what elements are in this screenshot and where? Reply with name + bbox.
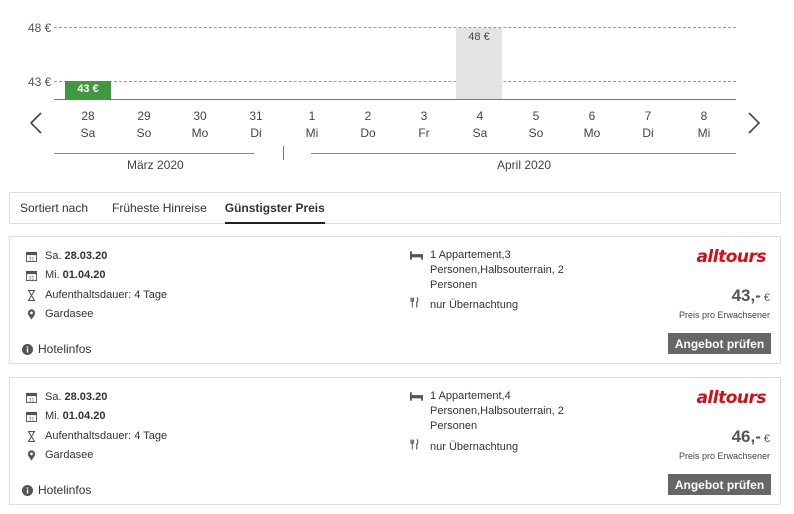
calendar-icon (25, 250, 37, 262)
day-column[interactable]: 3 Fr (418, 109, 430, 140)
departure-date-row: 31 Sa. 28.03.20 (25, 248, 107, 264)
chevron-left-icon (30, 112, 42, 134)
location-text: Gardasee (45, 449, 94, 461)
cutlery-icon (410, 439, 424, 454)
return-date-row: 31 Mi. 01.04.20 (25, 408, 106, 424)
price-calendar-chart (0, 0, 794, 180)
duration-text: Aufenthaltsdauer: 4 Tage (45, 289, 168, 301)
check-offer-button[interactable]: Angebot prüfen (668, 474, 771, 495)
day-column[interactable]: 6 Mo (583, 109, 601, 140)
offer-card (9, 236, 781, 364)
hotel-info-label: Hotelinfos (38, 483, 92, 497)
hotel-info-link[interactable] (22, 483, 91, 497)
day-column[interactable]: 29 So (136, 109, 152, 140)
day-column[interactable]: 28 Sa (80, 109, 96, 140)
operator-logo: alltours (696, 388, 766, 408)
calendar-icon (25, 391, 37, 403)
board-text: nur Übernachtung (430, 298, 519, 311)
month-divider-march (54, 153, 254, 154)
hourglass-icon (25, 289, 37, 301)
chevron-right-icon (748, 112, 760, 134)
hotel-info-label: Hotelinfos (38, 342, 92, 356)
chart-baseline (54, 99, 736, 100)
prev-dates-button[interactable] (26, 110, 46, 136)
svg-text:31: 31 (28, 257, 34, 262)
svg-text:31: 31 (28, 417, 34, 422)
y-axis-label-48: 48 € (28, 21, 52, 35)
cutlery-icon (410, 297, 424, 312)
duration-text: Aufenthaltsdauer: 4 Tage (45, 430, 168, 442)
sort-bar (9, 192, 781, 224)
location-text: Gardasee (45, 308, 94, 320)
next-dates-button[interactable] (744, 110, 764, 136)
month-label-april: April 2020 (497, 158, 552, 172)
hotel-info-link[interactable] (22, 342, 91, 356)
day-column[interactable]: 4 Sa (472, 109, 488, 140)
svg-text:31: 31 (28, 276, 34, 281)
operator-logo: alltours (696, 247, 766, 267)
return-date: 01.04.20 (62, 269, 106, 281)
price-currency: € (763, 433, 770, 445)
gridline-43 (54, 81, 736, 82)
hourglass-icon (25, 430, 37, 442)
bed-icon (410, 248, 424, 293)
location-row (25, 306, 93, 322)
price (732, 427, 770, 447)
price-bar-label: 43 € (77, 83, 99, 95)
price-note: Preis pro Erwachsener (678, 310, 770, 320)
month-label-march: März 2020 (127, 158, 184, 172)
room-description: 1 Appartement,4 Personen,Halbsouterrain, 2 Personen (430, 390, 564, 432)
month-divider-april (311, 153, 736, 154)
departure-date-row: 31 Sa. 28.03.20 (25, 389, 107, 405)
location-pin-icon (25, 308, 37, 320)
day-column[interactable]: 30 Mo (191, 109, 209, 140)
price-bar-mar-28[interactable] (65, 81, 111, 99)
day-column[interactable]: 2 Do (360, 109, 376, 140)
price-bar-label: 48 € (468, 31, 490, 43)
price (732, 286, 770, 306)
departure-date: 28.03.20 (64, 391, 108, 403)
bed-icon (410, 389, 424, 434)
room-info (410, 389, 580, 434)
month-separator (283, 146, 284, 160)
location-row (25, 447, 93, 463)
price-currency: € (763, 292, 770, 304)
room-description: 1 Appartement,3 Personen,Halbsouterrain, 2 Personen (430, 249, 564, 291)
sort-label: Sortiert nach (20, 201, 89, 215)
duration-row (25, 287, 167, 303)
info-icon (22, 344, 33, 355)
day-column[interactable]: 31 Di (249, 109, 263, 140)
day-column[interactable]: 7 Di (642, 109, 654, 140)
y-axis-label-43: 43 € (28, 75, 52, 89)
price-amount: 46,- (731, 427, 761, 446)
price-note: Preis pro Erwachsener (678, 451, 770, 461)
svg-text:31: 31 (28, 398, 34, 403)
sort-option-cheapest[interactable]: Günstigster Preis (225, 192, 325, 224)
duration-row (25, 428, 167, 444)
board-info (410, 297, 518, 312)
calendar-icon (25, 410, 37, 422)
room-info (410, 248, 580, 293)
info-icon (22, 485, 33, 496)
gridline-48 (54, 27, 736, 28)
sort-option-earliest[interactable]: Früheste Hinreise (112, 201, 207, 215)
calendar-icon (25, 269, 37, 281)
day-column[interactable]: 5 So (528, 109, 544, 140)
board-text: nur Übernachtung (430, 440, 519, 453)
price-bar-apr-4[interactable] (456, 28, 502, 99)
check-offer-button[interactable]: Angebot prüfen (668, 333, 771, 354)
departure-date: 28.03.20 (64, 250, 108, 262)
board-info (410, 439, 518, 454)
return-date: 01.04.20 (62, 410, 106, 422)
price-amount: 43,- (731, 286, 761, 305)
day-column[interactable]: 8 Mi (697, 109, 711, 140)
day-column[interactable]: 1 Mi (305, 109, 319, 140)
return-date-row: 31 Mi. 01.04.20 (25, 267, 106, 283)
location-pin-icon (25, 449, 37, 461)
offer-card (9, 377, 781, 505)
